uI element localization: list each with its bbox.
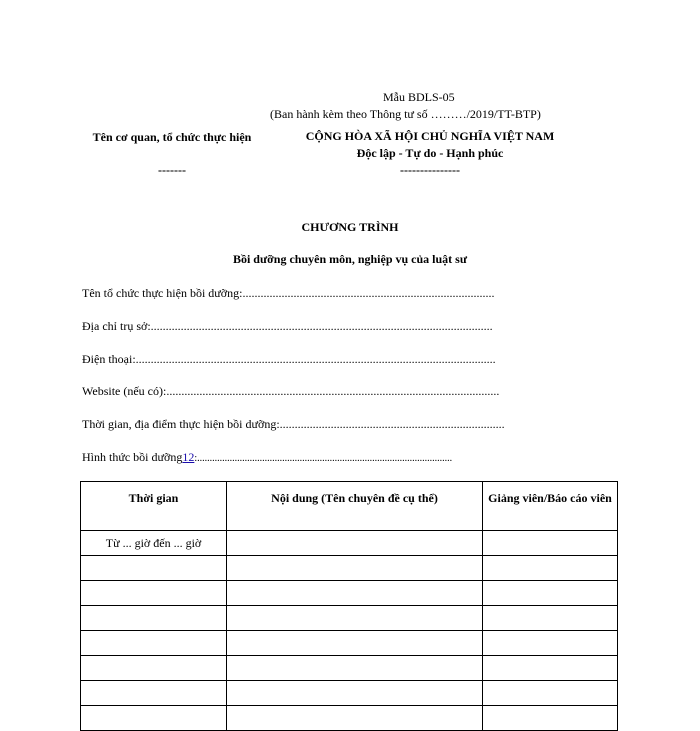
table-cell[interactable]	[81, 656, 227, 681]
table-cell[interactable]	[81, 556, 227, 581]
agency-rule: -------	[158, 163, 186, 177]
col-header-content: Nội dung (Tên chuyên đề cụ thể)	[227, 482, 483, 531]
motto-rule: ---------------	[400, 163, 460, 177]
country-name: CỘNG HÒA XÃ HỘI CHỦ NGHĨA VIỆT NAM	[305, 129, 555, 143]
table-cell[interactable]	[227, 656, 483, 681]
table-cell[interactable]	[227, 681, 483, 706]
table-header-row	[81, 482, 618, 531]
table-cell[interactable]	[483, 681, 618, 706]
table-cell[interactable]	[81, 606, 227, 631]
document-subtitle: Bồi dưỡng chuyên môn, nghiệp vụ của luật sư	[232, 252, 468, 266]
issued-note: (Ban hành kèm theo Thông tư số ………/2019/TT-BTP)	[270, 107, 541, 121]
table-cell[interactable]	[483, 656, 618, 681]
footnote-link[interactable]: 12	[182, 450, 195, 464]
table-cell[interactable]	[227, 631, 483, 656]
org-name-field: Tên tổ chức thực hiện bồi dưỡng:....................................................................................	[82, 286, 495, 300]
table-row	[81, 531, 618, 556]
table-cell[interactable]	[227, 606, 483, 631]
table-cell[interactable]: Từ ... giờ đến ... giờ	[81, 531, 227, 556]
document-title: CHƯƠNG TRÌNH	[301, 220, 399, 234]
table-cell[interactable]	[483, 631, 618, 656]
table-row	[81, 606, 618, 631]
schedule-table	[80, 481, 618, 731]
phone-field: Điện thoại:........................................................................................................................	[82, 352, 496, 366]
national-motto: Độc lập - Tự do - Hạnh phúc	[356, 146, 504, 160]
table-cell[interactable]	[227, 581, 483, 606]
col-header-lecturer: Giảng viên/Báo cáo viên	[483, 482, 618, 531]
table-cell[interactable]	[227, 556, 483, 581]
table-cell[interactable]	[483, 556, 618, 581]
table-cell[interactable]	[483, 606, 618, 631]
format-label: Hình thức bồi dưỡng	[82, 450, 183, 464]
table-cell[interactable]	[227, 706, 483, 731]
format-field	[82, 450, 452, 465]
table-row	[81, 556, 618, 581]
table-row	[81, 656, 618, 681]
table-row	[81, 631, 618, 656]
table-row	[81, 706, 618, 731]
agency-name: Tên cơ quan, tổ chức thực hiện	[92, 130, 252, 144]
website-field: Website (nếu có):...............................................................................................................	[82, 384, 500, 398]
table-cell[interactable]	[483, 581, 618, 606]
form-code: Mẫu BDLS-05	[383, 90, 455, 104]
table-cell[interactable]	[81, 681, 227, 706]
time-place-field: Thời gian, địa điểm thực hiện bồi dưỡng:...........................................................................	[82, 417, 505, 431]
table-cell[interactable]	[483, 531, 618, 556]
table-cell[interactable]	[483, 706, 618, 731]
table-cell[interactable]	[81, 631, 227, 656]
address-field: Địa chỉ trụ sở:..................................................................................................................	[82, 319, 493, 333]
table-row	[81, 581, 618, 606]
col-header-time: Thời gian	[81, 482, 227, 531]
table-cell[interactable]	[81, 706, 227, 731]
table-cell[interactable]	[227, 531, 483, 556]
table-row	[81, 681, 618, 706]
table-cell[interactable]	[81, 581, 227, 606]
format-dots: :......................................................................................................	[194, 453, 453, 464]
